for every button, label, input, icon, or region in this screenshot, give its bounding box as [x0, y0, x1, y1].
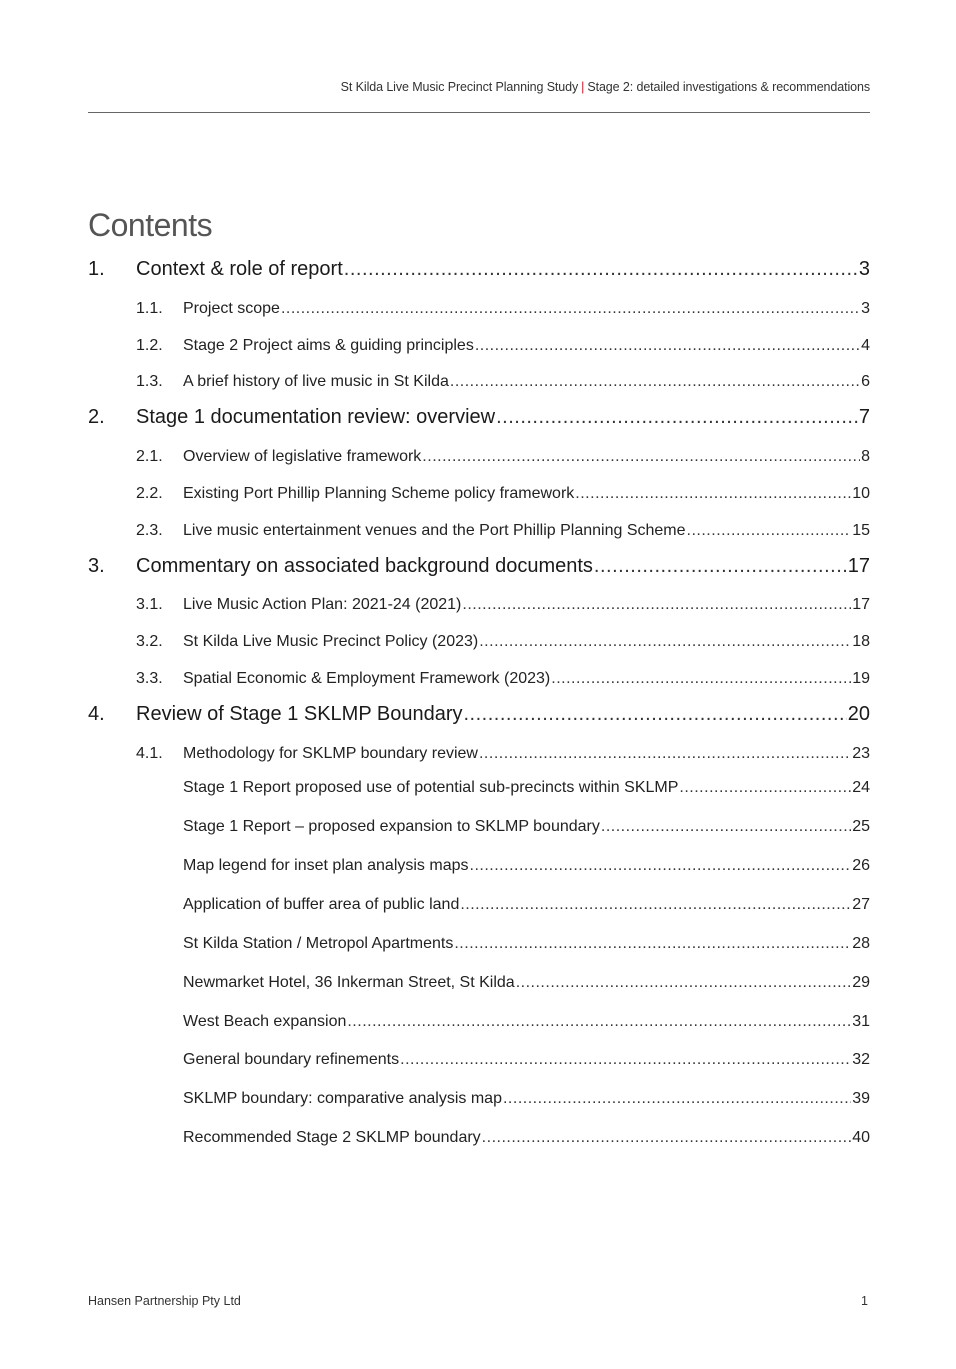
- toc-entry-page: 8: [861, 448, 870, 465]
- toc-dot-leader: [479, 745, 851, 763]
- toc-entry-number: 4.1.: [136, 745, 163, 762]
- toc-entry[interactable]: [88, 596, 870, 614]
- toc-entry-number: 1.: [88, 258, 105, 280]
- toc-dot-leader: [475, 337, 860, 355]
- toc-dot-leader: [516, 974, 852, 992]
- toc-entry[interactable]: [88, 703, 870, 726]
- header-separator: |: [581, 80, 585, 94]
- toc-entry[interactable]: [88, 448, 870, 466]
- toc-entry-page: 17: [852, 596, 870, 613]
- footer-company: Hansen Partnership Pty Ltd: [88, 1294, 241, 1308]
- toc-entry-number: 3.3.: [136, 670, 163, 687]
- toc-dot-leader: [463, 703, 846, 726]
- toc-entry-number: 2.: [88, 406, 105, 428]
- toc-entry-page: 24: [852, 779, 870, 796]
- toc-dot-leader: [496, 406, 858, 429]
- toc-entry[interactable]: [88, 670, 870, 688]
- toc-entry[interactable]: [88, 300, 870, 318]
- toc-entry-label: Spatial Economic & Employment Framework (2023): [183, 670, 551, 687]
- toc-entry-number: 1.3.: [136, 373, 163, 390]
- contents-title: Contents: [88, 207, 213, 243]
- toc-entry[interactable]: [88, 337, 870, 355]
- header-study-title: St Kilda Live Music Precinct Planning Study: [340, 80, 579, 94]
- header-rule: [88, 112, 870, 113]
- toc-dot-leader: [679, 779, 851, 797]
- toc-entry[interactable]: [88, 896, 870, 914]
- toc-dot-leader: [503, 1090, 851, 1108]
- footer-page-number: 1: [861, 1294, 868, 1308]
- header-stage-title: Stage 2: detailed investigations & recommendations: [587, 80, 870, 94]
- toc-dot-leader: [460, 896, 851, 914]
- toc-entry-label: Project scope: [183, 300, 280, 317]
- toc-entry-page: 3: [861, 300, 870, 317]
- toc-entry-number: 2.2.: [136, 485, 163, 502]
- toc-entry[interactable]: [88, 633, 870, 651]
- toc-entry[interactable]: [88, 406, 870, 429]
- toc-dot-leader: [347, 1013, 851, 1031]
- toc-entry-number: 3.1.: [136, 596, 163, 613]
- toc-entry[interactable]: [88, 258, 870, 281]
- toc-entry-label: Stage 1 Report – proposed expansion to SKLMP boundary: [183, 818, 600, 835]
- toc-dot-leader: [601, 818, 851, 836]
- toc-entry-number: 3.2.: [136, 633, 163, 650]
- toc-entry-page: 6: [861, 373, 870, 390]
- toc-entry-label: Existing Port Phillip Planning Scheme policy framework: [183, 485, 575, 502]
- toc-entry-label: Stage 1 Report proposed use of potential sub-precincts within SKLMP: [183, 779, 679, 796]
- toc-dot-leader: [454, 935, 851, 953]
- toc-dot-leader: [479, 633, 851, 651]
- toc-entry[interactable]: [88, 485, 870, 503]
- toc-entry-page: 28: [852, 935, 870, 952]
- toc-entry-label: General boundary refinements: [183, 1051, 400, 1068]
- toc-entry-label: Stage 1 documentation review: overview: [136, 406, 496, 428]
- toc-dot-leader: [450, 373, 860, 391]
- toc-entry-number: 2.1.: [136, 448, 163, 465]
- toc-entry-page: 18: [852, 633, 870, 650]
- toc-entry-page: 39: [852, 1090, 870, 1107]
- toc-dot-leader: [281, 300, 860, 318]
- toc-entry-page: 19: [852, 670, 870, 687]
- toc-entry-page: 26: [852, 857, 870, 874]
- toc-entry[interactable]: [88, 1129, 870, 1147]
- toc-entry-label: Overview of legislative framework: [183, 448, 422, 465]
- toc-entry[interactable]: [88, 1051, 870, 1069]
- toc-dot-leader: [575, 485, 851, 503]
- toc-entry-label: Live Music Action Plan: 2021-24 (2021): [183, 596, 462, 613]
- toc-entry-label: Newmarket Hotel, 36 Inkerman Street, St Kilda: [183, 974, 515, 991]
- toc-dot-leader: [551, 670, 851, 688]
- toc-entry-label: St Kilda Live Music Precinct Policy (2023): [183, 633, 479, 650]
- toc-entry-page: 27: [852, 896, 870, 913]
- toc-entry[interactable]: [88, 779, 870, 797]
- toc-dot-leader: [462, 596, 851, 614]
- toc-dot-leader: [594, 555, 847, 578]
- toc-entry-label: St Kilda Station / Metropol Apartments: [183, 935, 454, 952]
- toc-entry-number: 4.: [88, 703, 105, 725]
- toc-entry[interactable]: [88, 555, 870, 578]
- toc-entry[interactable]: [88, 1013, 870, 1031]
- toc-dot-leader: [482, 1129, 852, 1147]
- toc-dot-leader: [344, 258, 858, 281]
- toc-entry-page: 25: [852, 818, 870, 835]
- toc-entry-label: Commentary on associated background documents: [136, 555, 593, 577]
- toc-entry[interactable]: [88, 818, 870, 836]
- toc-entry-label: Review of Stage 1 SKLMP Boundary: [136, 703, 463, 725]
- toc-entry-number: 2.3.: [136, 522, 163, 539]
- toc-entry-label: Live music entertainment venues and the Port Phillip Planning Scheme: [183, 522, 686, 539]
- toc-entry-label: West Beach expansion: [183, 1013, 347, 1030]
- toc-entry-label: Application of buffer area of public land: [183, 896, 460, 913]
- toc-entry-label: Context & role of report: [136, 258, 343, 280]
- toc-entry-page: 4: [861, 337, 870, 354]
- toc-entry-page: 10: [852, 485, 870, 502]
- toc-entry[interactable]: [88, 373, 870, 391]
- toc-entry-page: 29: [852, 974, 870, 991]
- toc-entry-label: Map legend for inset plan analysis maps: [183, 857, 469, 874]
- toc-entry-label: A brief history of live music in St Kilda: [183, 373, 449, 390]
- toc-dot-leader: [470, 857, 852, 875]
- toc-entry-page: 23: [852, 745, 870, 762]
- toc-entry-number: 1.2.: [136, 337, 163, 354]
- toc-entry[interactable]: [88, 1090, 870, 1108]
- toc-entry-number: 3.: [88, 555, 105, 577]
- running-header: [341, 80, 870, 94]
- toc-entry-label: SKLMP boundary: comparative analysis map: [183, 1090, 502, 1107]
- toc-entry-page: 20: [847, 703, 870, 725]
- toc-entry[interactable]: [88, 745, 870, 763]
- toc-dot-leader: [687, 522, 852, 540]
- toc-entry[interactable]: [88, 935, 870, 953]
- toc-entry-page: 32: [852, 1051, 870, 1068]
- toc-entry[interactable]: [88, 857, 870, 875]
- toc-dot-leader: [422, 448, 860, 466]
- toc-entry-page: 7: [858, 406, 870, 428]
- toc-entry-label: Stage 2 Project aims & guiding principles: [183, 337, 474, 354]
- toc-entry-page: 3: [858, 258, 870, 280]
- toc-entry-page: 17: [847, 555, 870, 577]
- toc-entry-label: Recommended Stage 2 SKLMP boundary: [183, 1129, 481, 1146]
- toc-entry[interactable]: [88, 522, 870, 540]
- toc-entry-label: Methodology for SKLMP boundary review: [183, 745, 478, 762]
- toc-entry-number: 1.1.: [136, 300, 163, 317]
- toc-entry-page: 40: [852, 1129, 870, 1146]
- toc-entry-page: 15: [852, 522, 870, 539]
- toc-dot-leader: [400, 1051, 851, 1069]
- toc-entry-page: 31: [852, 1013, 870, 1030]
- toc-entry[interactable]: [88, 974, 870, 992]
